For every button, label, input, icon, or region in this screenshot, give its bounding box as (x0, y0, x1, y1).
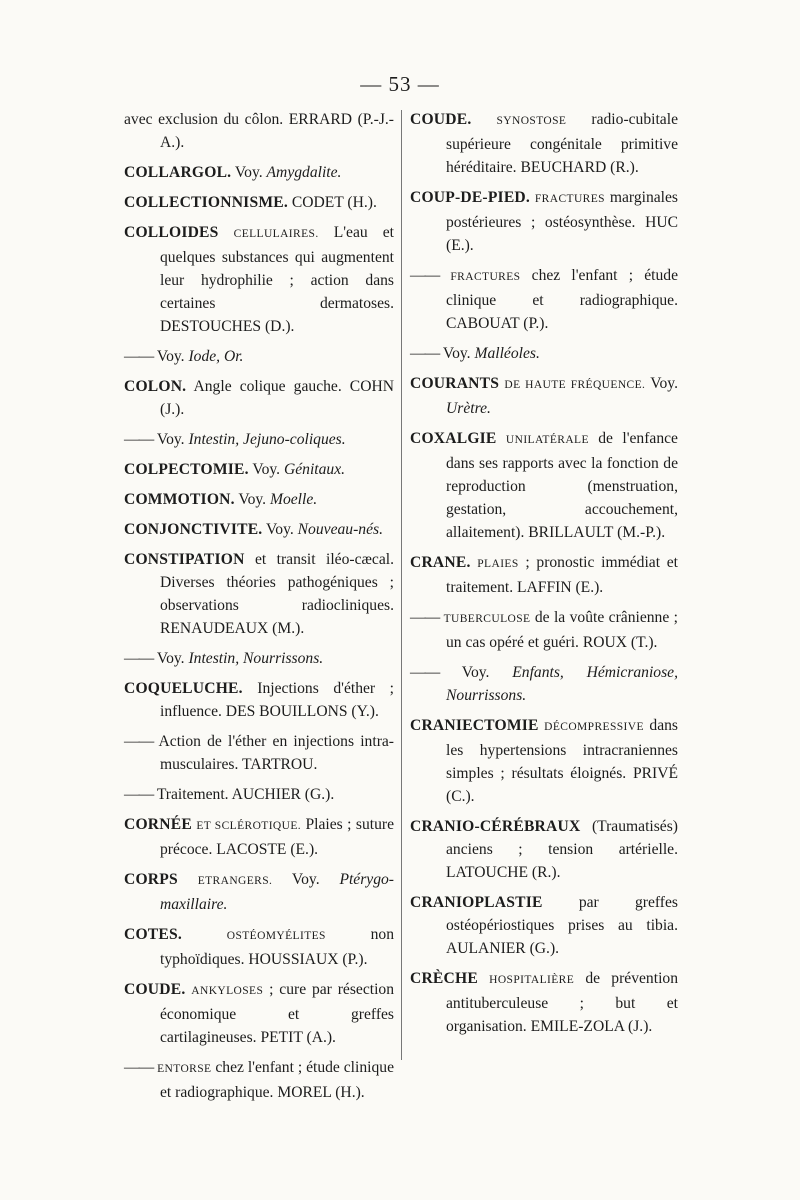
entry-dash: —— (410, 345, 440, 362)
page-number: — 53 — (360, 72, 440, 96)
entry-heading: COQUELUCHE. (124, 680, 243, 697)
entry-subheading: OSTÉOMYÉLITES (226, 930, 326, 942)
index-entry (124, 488, 394, 511)
entry-heading: CRANIECTOMIE (410, 717, 539, 734)
entry-text: Voy. (234, 491, 270, 508)
entry-subheading: FRACTURES (534, 193, 605, 205)
entry-text: ; pronostic immédiat et traitement. LAFFIN (E.). (446, 554, 678, 596)
entry-dash: —— (124, 733, 154, 750)
entry-heading: CORNÉE (124, 816, 192, 833)
entry-subheading: DE HAUTE FRÉQUENCE. (504, 379, 646, 391)
entry-heading: COTES. (124, 926, 182, 943)
entry-reference: Iode, Or. (188, 348, 244, 365)
entry-reference: Malléoles. (474, 345, 540, 362)
index-entry (124, 458, 394, 481)
entry-dash: —— (410, 267, 440, 284)
entry-subheading: ANKYLOSES (191, 985, 264, 997)
entry-reference: Amygdalite. (266, 164, 342, 181)
entry-text: Angle colique gauche. COHN (J.). (160, 378, 394, 418)
entry-heading: CONSTIPATION (124, 551, 245, 568)
entry-text: Voy. (442, 345, 475, 362)
column-divider (401, 110, 402, 1060)
entry-heading: CRANIO-CÉRÉBRAUX (410, 818, 581, 835)
index-entry (410, 427, 678, 544)
entry-reference: Moelle. (269, 491, 318, 508)
entry-subheading: ENTORSE (157, 1063, 212, 1075)
entry-text: par greffes ostéopériostiques prises au tibia. AULANIER (G.). (446, 894, 678, 957)
entry-dash: —— (124, 1059, 154, 1076)
entry-text: Traitement. AUCHIER (G.). (156, 786, 335, 803)
entry-subheading: SYNOSTOSE (496, 115, 567, 127)
entry-subheading: FRACTURES (450, 271, 521, 283)
index-entry (124, 647, 394, 670)
entry-dash: —— (410, 664, 440, 681)
index-entry (410, 891, 678, 960)
index-entry (410, 264, 678, 335)
entry-dash: —— (410, 609, 440, 626)
entry-heading: COLLECTIONNISME. (124, 194, 288, 211)
entry-text: chez l'enfant ; étude clinique et radiographique. MOREL (H.). (160, 1059, 394, 1101)
entry-reference: Génitaux. (283, 461, 346, 478)
entry-text: ; cure par résection économique et greffes cartilagineuses. PETIT (A.). (160, 981, 395, 1046)
index-entry (124, 677, 394, 723)
entry-subheading: TUBERCULOSE (443, 613, 531, 625)
entry-reference: Intestin, Jejuno-coliques. (188, 431, 346, 448)
entry-text: radio-cubitale supérieure congénitale primitive héréditaire. BEUCHARD (R.). (446, 111, 678, 176)
entry-text: CODET (H.). (287, 194, 377, 211)
entry-text: Voy. (461, 664, 513, 681)
entry-reference: Intestin, Nourrissons. (188, 650, 324, 667)
entry-text: Voy. (262, 521, 298, 538)
index-entry (124, 375, 394, 421)
entry-text: de prévention antituberculeuse ; but et organisation. EMILE-ZOLA (J.). (446, 970, 678, 1035)
index-entry (124, 428, 394, 451)
entry-text: L'eau et quelques substances qui augmentent leur hydrophilie ; action dans certaines dermatoses. DESTOUCHES (D.). (160, 224, 394, 335)
index-entry (124, 813, 394, 861)
entry-continuation: avec exclusion du côlon. ERRARD (P.-J.-A.). (124, 111, 394, 151)
index-entry (124, 783, 394, 806)
index-entry (410, 342, 678, 365)
entry-subheading: CELLULAIRES. (233, 228, 319, 240)
entry-dash: —— (124, 786, 154, 803)
entry-heading: CONJONCTIVITE. (124, 521, 263, 538)
entry-heading: COLLARGOL. (124, 164, 232, 181)
entry-heading: COLLOIDES (124, 224, 219, 241)
index-entry (124, 518, 394, 541)
entry-dash: —— (124, 650, 154, 667)
index-entry (124, 345, 394, 368)
entry-heading: COLPECTOMIE. (124, 461, 249, 478)
entry-subheading: ET SCLÉROTIQUE. (196, 820, 302, 832)
entry-text: Voy. (156, 431, 189, 448)
index-entry (410, 372, 678, 420)
index-entry (124, 923, 394, 971)
index-entry (410, 714, 678, 808)
index-entry (124, 868, 394, 916)
entry-heading: COMMOTION. (124, 491, 235, 508)
entry-heading: COXALGIE (410, 430, 497, 447)
entry-subheading: ETRANGERS. (197, 875, 273, 887)
index-entry (410, 661, 678, 707)
index-entry (124, 978, 394, 1049)
entry-text: (Traumatisés) anciens ; tension artérielle. LATOUCHE (R.). (446, 818, 678, 881)
index-entry (410, 551, 678, 599)
entry-text: Voy. (156, 650, 189, 667)
entry-text: de la voûte crânienne ; un cas opéré et guéri. ROUX (T.). (446, 609, 678, 651)
index-entry (410, 967, 678, 1038)
entry-subheading: PLAIES (477, 558, 519, 570)
entry-text: non typhoïdiques. HOUSSIAUX (P.). (160, 926, 394, 968)
entry-heading: COUP-DE-PIED. (410, 189, 530, 206)
right-column (410, 108, 678, 1045)
entry-text: de l'enfance dans ses rapports avec la fonction de reproduction (menstruation, gestation, accouchement, allaitement). BRILLAULT (M.-P.). (446, 430, 678, 541)
entry-text: Voy. (272, 871, 340, 888)
entry-reference: Nouveau-nés. (297, 521, 383, 538)
entry-reference: Ptérygo-maxillaire. (160, 871, 394, 913)
entry-subheading: UNILATÉRALE (505, 434, 589, 446)
entry-subheading: HOSPITALIÈRE (489, 974, 575, 986)
entry-text: Voy. (156, 348, 189, 365)
entry-subheading: DÉCOMPRESSIVE (544, 721, 644, 733)
entry-heading: CRÈCHE (410, 970, 478, 987)
index-entry (124, 161, 394, 184)
index-entry (124, 1056, 394, 1104)
entry-text: Action de l'éther en injections intra-musculaires. TARTROU. (158, 733, 394, 773)
index-entry (124, 548, 394, 640)
index-entry (124, 108, 394, 154)
index-entry (410, 606, 678, 654)
entry-text: Plaies ; suture précoce. LACOSTE (E.). (160, 816, 394, 858)
entry-reference: Urètre. (446, 400, 491, 417)
entry-heading: CRANE. (410, 554, 471, 571)
index-entry (124, 191, 394, 214)
entry-heading: COUDE. (410, 111, 472, 128)
entry-text: Injections d'éther ; influence. DES BOUILLONS (Y.). (160, 680, 394, 720)
index-entry (410, 108, 678, 179)
entry-text: Voy. (231, 164, 267, 181)
entry-reference: Enfants, Hémicraniose, Nourrissons. (446, 664, 678, 704)
entry-heading: CRANIOPLASTIE (410, 894, 543, 911)
entry-heading: COURANTS (410, 375, 500, 392)
index-entry (124, 730, 394, 776)
entry-dash: —— (124, 348, 154, 365)
entry-text: chez l'enfant ; étude clinique et radiographique. CABOUAT (P.). (446, 267, 678, 332)
index-entry (410, 186, 678, 257)
entry-dash: —— (124, 431, 154, 448)
entry-text: Voy. (248, 461, 284, 478)
index-entry (410, 815, 678, 884)
left-column (124, 108, 394, 1111)
index-entry (124, 221, 394, 338)
entry-text: dans les hypertensions intracraniennes simples ; résultats éloignés. PRIVÉ (C.). (446, 717, 678, 805)
entry-heading: CORPS (124, 871, 178, 888)
entry-text: et transit iléo-cæcal. Diverses théories pathogéniques ; observations radiocliniques. RENAUDEAUX (M.). (160, 551, 394, 637)
entry-text: marginales postérieures ; ostéosynthèse. HUC (E.). (446, 189, 678, 254)
entry-heading: COLON. (124, 378, 187, 395)
entry-text: Voy. (645, 375, 678, 392)
entry-heading: COUDE. (124, 981, 186, 998)
